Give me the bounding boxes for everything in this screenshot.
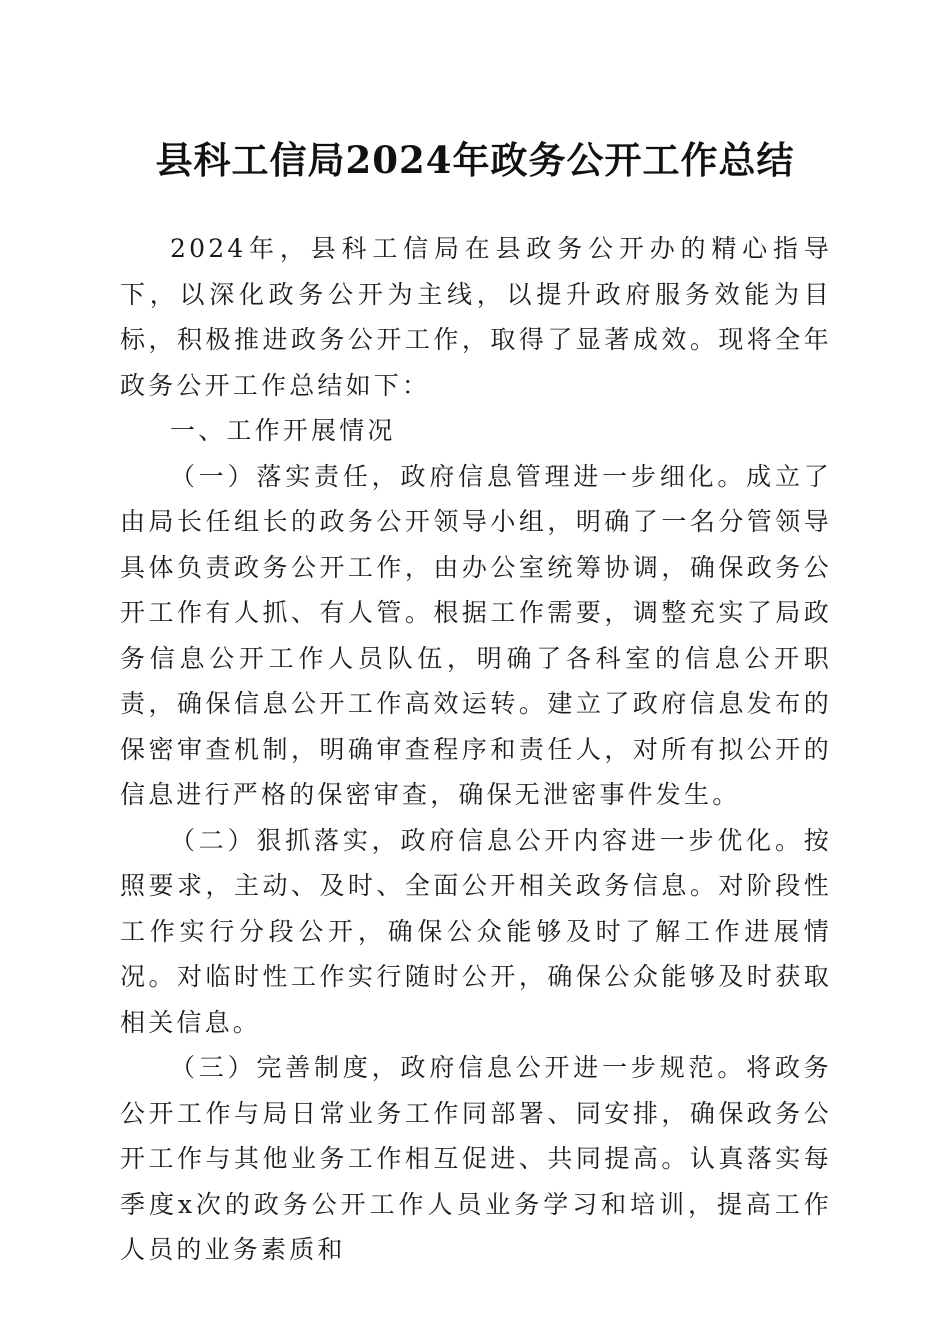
paragraph-3-lead: （三）完善制度，政府信息公开进一步规范。	[170, 1053, 747, 1082]
section-heading: 一、工作开展情况	[170, 416, 396, 445]
document-body	[120, 226, 832, 1273]
intro-paragraph: 2024年，县科工信局在县政务公开办的精心指导下，以深化政务公开为主线，以提升政府服务效能为目标，积极推进政务公开工作，取得了显著成效。现将全年政务公开工作总结如下：	[120, 234, 832, 400]
paragraph-2-text: 按照要求，主动、及时、全面公开相关政务信息。对阶段性工作实行分段公开，确保公众能够及时了解工作进展情况。对临时性工作实行随时公开，确保公众能够及时获取相关信息。	[120, 825, 832, 1037]
paragraph-3	[120, 1045, 832, 1273]
paragraph-1	[120, 454, 832, 818]
document-title: 县科工信局2024年政务公开工作总结	[155, 138, 795, 182]
paragraph-1-text: 成立了由局长任组长的政务公开领导小组，明确了一名分管领导具体负责政务公开工作，由办公室统筹协调，确保政务公开工作有人抓、有人管。根据工作需要，调整充实了局政务信息公开工作人员队伍，明确了各科室的信息公开职责，确保信息公开工作高效运转。建立了政府信息发布的保密审查机制，明确审查程序和责任人，对所有拟公开的信息进行严格的保密审查，确保无泄密事件发生。	[120, 461, 832, 809]
paragraph-2	[120, 818, 832, 1046]
paragraph-3-text: 将政务公开工作与局日常业务工作同部署、同安排，确保政务公开工作与其他业务工作相互促进、共同提高。认真落实每季度x次的政务公开工作人员业务学习和培训，提高工作人员的业务素质和	[120, 1053, 832, 1264]
paragraph-1-lead: （一）落实责任，政府信息管理进一步细化。	[170, 461, 747, 491]
paragraph-2-lead: （二）狠抓落实，政府信息公开内容进一步优化。	[170, 825, 804, 855]
